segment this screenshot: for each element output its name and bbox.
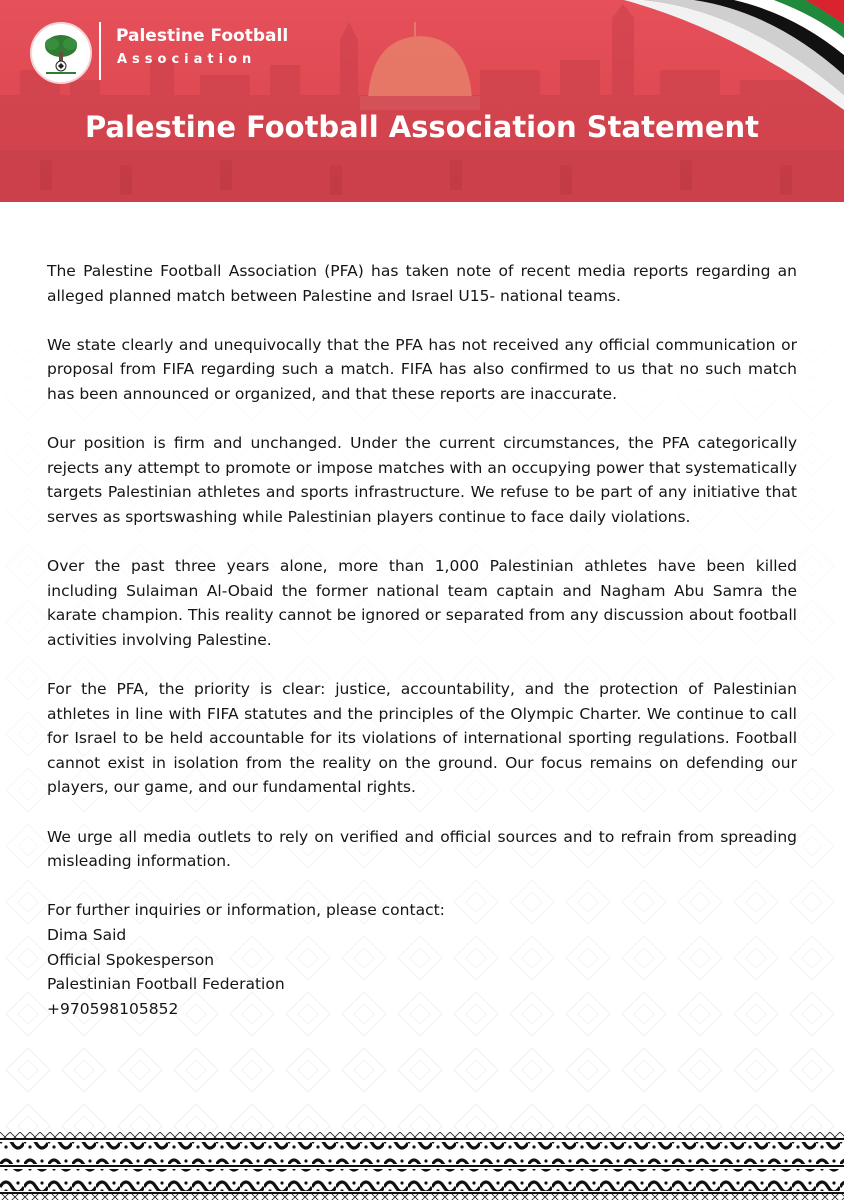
paragraph: Our position is firm and unchanged. Under the current circumstances, the PFA categorically rejects any attempt to promote or impose matches with an occupying power that systematically targets Palestinian athletes and sports infrastructure. We refuse to be part of any initiative that serves as sportswashing while Palestinian players continue to face daily violations. <box>47 434 797 526</box>
contact-block <box>47 898 797 1021</box>
contact-organization: Palestinian Football Federation <box>47 975 285 994</box>
logo-divider <box>99 22 101 80</box>
contact-name: Dima Said <box>47 926 127 945</box>
contact-phone: +970598105852 <box>47 999 179 1018</box>
brand-name-line1: Palestine Football <box>116 26 289 46</box>
brand-name-line2: Association <box>117 52 257 67</box>
paragraph: We urge all media outlets to rely on verified and official sources and to refrain from spreading misleading information. <box>47 827 797 871</box>
paragraph: For the PFA, the priority is clear: justice, accountability, and the protection of Palestinian athletes in line with FIFA statutes and the principles of the Olympic Charter. We continue to call for Israel to be held accountable for its violations of international sporting regulations. Football cannot exist in isolation from the reality on the ground. Our focus remains on defending our players, our game, and our fundamental rights. <box>47 680 797 797</box>
paragraph: We state clearly and unequivocally that the PFA has not received any official communication or proposal from FIFA regarding such a match. FIFA has also confirmed to us that no such match has been announced or organized, and that these reports are inaccurate. <box>47 335 797 403</box>
statement-title: Palestine Football Association Statement <box>84 110 760 144</box>
statement-body <box>47 259 797 1021</box>
pfa-logo <box>30 22 92 84</box>
header-banner <box>0 0 844 202</box>
olive-tree-logo-icon <box>32 24 90 82</box>
paragraph: Over the past three years alone, more than 1,000 Palestinian athletes have been killed including Sulaiman Al-Obaid the former national team captain and Nagham Abu Samra the karate champion. This reality cannot be ignored or separated from any discussion about football activities involving Palestine. <box>47 557 797 649</box>
contact-intro: For further inquiries or information, please contact: <box>47 901 445 920</box>
keffiyeh-pattern-footer <box>0 1132 844 1200</box>
palestine-flag-ribbon <box>584 0 844 110</box>
paragraph: The Palestine Football Association (PFA) has taken note of recent media reports regarding an alleged planned match between Palestine and Israel U15- national teams. <box>47 262 797 305</box>
contact-role: Official Spokesperson <box>47 950 215 969</box>
